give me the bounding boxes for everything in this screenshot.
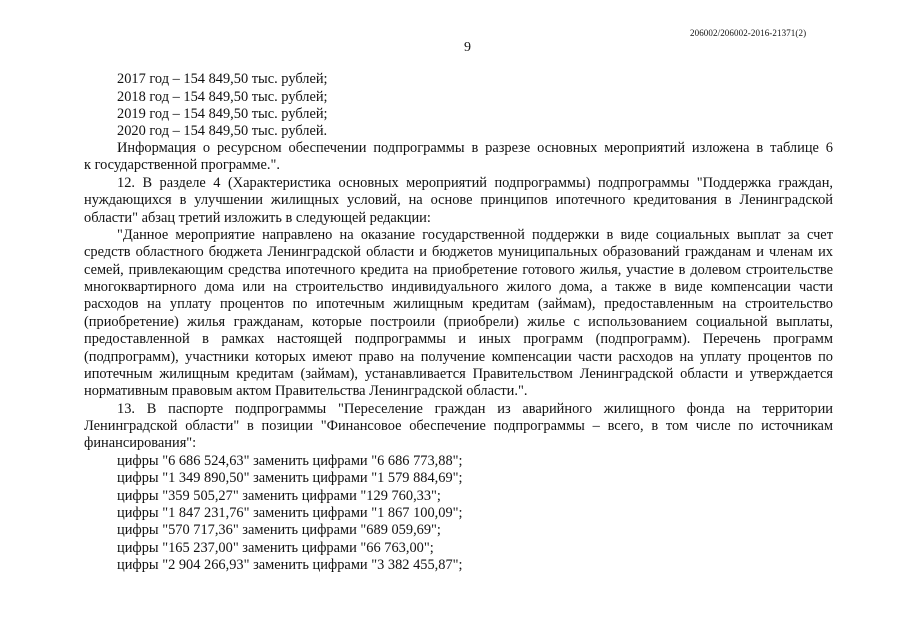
quote-line: предоставленной в рамках настоящей подпрограммы и иных программ (подпрограмм). Перечень программ <box>84 331 833 347</box>
quote-line: расходов на уплату процентов по ипотечным жилищным кредитам (займам), предоставленным на строительство <box>84 296 833 312</box>
quote-line: семей, привлекающим средства ипотечного кредита на приобретение готового жилья, участие в долевом строительстве <box>84 262 833 278</box>
quote-line: средств областного бюджета Ленинградской области и бюджетов муниципальных образований гражданам и членам их <box>84 244 833 260</box>
replacement-line: цифры "165 237,00" заменить цифрами "66 763,00"; <box>117 540 434 556</box>
quote-line: (приобретение) жилья гражданам, которые построили (приобрели) жилье с использованием социальной выплаты, <box>84 314 833 330</box>
replacement-line: цифры "570 717,36" заменить цифрами "689 059,69"; <box>117 522 441 538</box>
info-paragraph-line: к государственной программе.". <box>84 157 280 173</box>
replacement-line: цифры "2 904 266,93" заменить цифрами "3 382 455,87"; <box>117 557 463 573</box>
info-paragraph-line: Информация о ресурсном обеспечении подпрограммы в разрезе основных мероприятий изложена в таблице 6 <box>117 140 833 156</box>
year-line: 2018 год – 154 849,50 тыс. рублей; <box>117 89 328 105</box>
quote-line: "Данное мероприятие направлено на оказание государственной поддержки в виде социальных выплат за счет <box>117 227 833 243</box>
year-line: 2017 год – 154 849,50 тыс. рублей; <box>117 71 328 87</box>
replacement-line: цифры "6 686 524,63" заменить цифрами "6 686 773,88"; <box>117 453 463 469</box>
item-13-line: финансирования": <box>84 435 197 451</box>
item-12-line: области" абзац третий изложить в следующей редакции: <box>84 210 431 226</box>
quote-line: многоквартирного дома или на строительство индивидуального жилого дома, а также в виде компенсации части <box>84 279 833 295</box>
item-12-line: нуждающихся в улучшении жилищных условий, на основе принципов ипотечного кредитования в Ленинградской <box>84 192 833 208</box>
item-12-line: 12. В разделе 4 (Характеристика основных мероприятий подпрограммы) подпрограммы "Поддержка граждан, <box>117 175 833 191</box>
year-line: 2020 год – 154 849,50 тыс. рублей. <box>117 123 328 139</box>
year-line: 2019 год – 154 849,50 тыс. рублей; <box>117 106 328 122</box>
replacement-line: цифры "1 349 890,50" заменить цифрами "1 579 884,69"; <box>117 470 463 486</box>
item-13-line: 13. В паспорте подпрограммы "Переселение граждан из аварийного жилищного фонда на территории <box>117 401 833 417</box>
item-13-line: Ленинградской области" в позиции "Финансовое обеспечение подпрограммы – всего, в том числе по источникам <box>84 418 833 434</box>
document-id: 206002/206002-2016-21371(2) <box>690 28 807 38</box>
replacement-line: цифры "1 847 231,76" заменить цифрами "1 867 100,09"; <box>117 505 463 521</box>
quote-line: нормативным правовым актом Правительства Ленинградской области.". <box>84 383 528 399</box>
quote-line: (подпрограмм), участники которых имеют право на получение компенсации части расходов на уплату процентов по <box>84 349 833 365</box>
quote-line: ипотечным жилищным кредитам (займам), устанавливается Правительством Ленинградской области и утверждается <box>84 366 833 382</box>
page-number: 9 <box>464 40 471 55</box>
replacement-line: цифры "359 505,27" заменить цифрами "129 760,33"; <box>117 488 441 504</box>
